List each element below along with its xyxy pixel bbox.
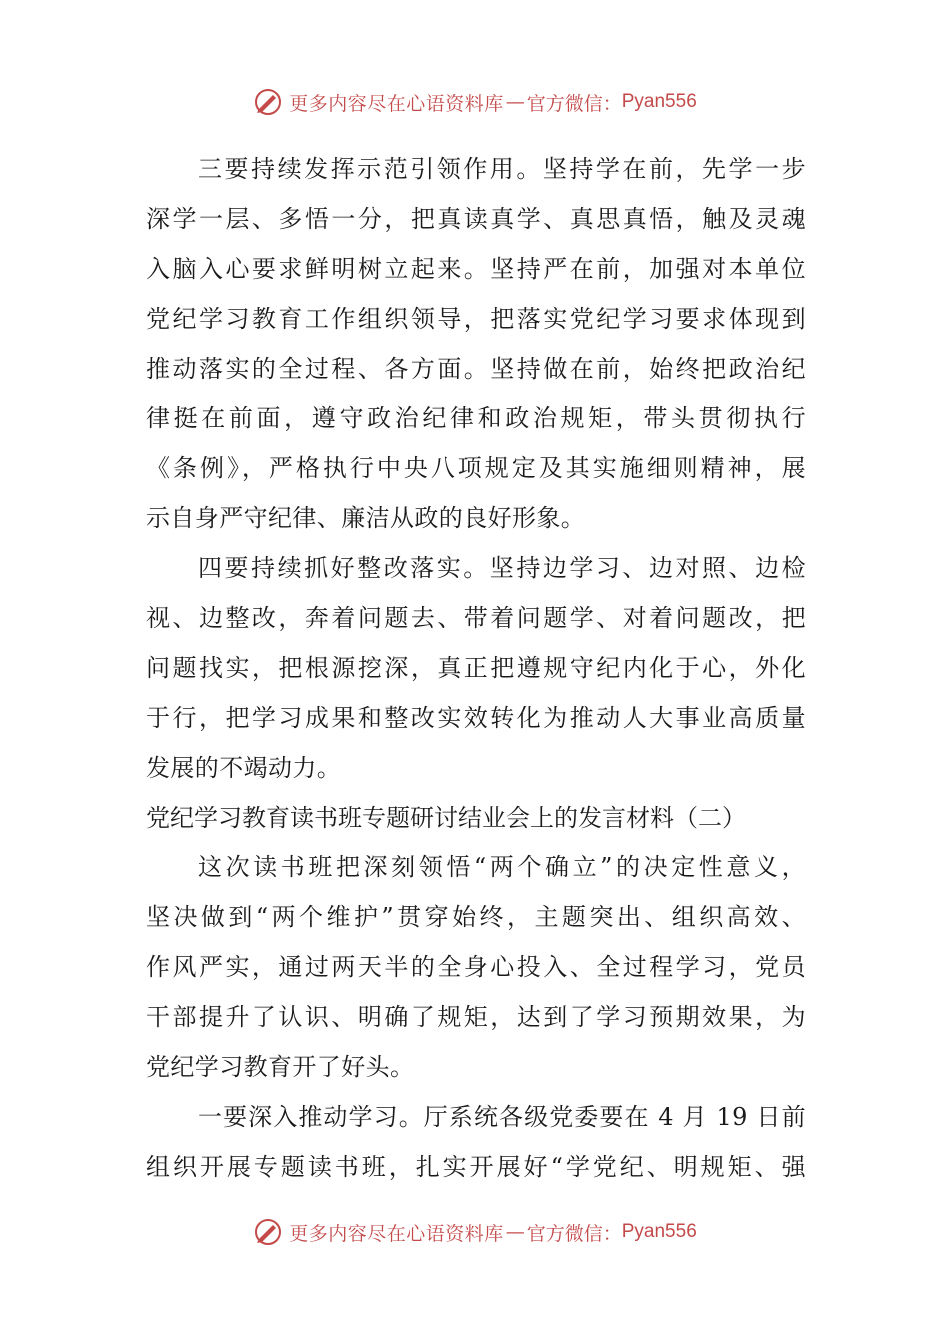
banner-dash: — bbox=[505, 1221, 525, 1243]
banner-sub-text: 官方微信： bbox=[526, 1222, 622, 1245]
body-line: 推动落实的全过程、各方面。坚持做在前，始终把政治纪 bbox=[146, 354, 806, 383]
body-line: 于行，把学习成果和整改实效转化为推动人大事业高质量 bbox=[146, 703, 806, 732]
body-line: 干部提升了认识、明确了规矩，达到了学习预期效果，为 bbox=[146, 1003, 806, 1032]
body-line: 视、边整改，奔着问题去、带着问题学、对着问题改，把 bbox=[146, 604, 806, 633]
body-line: 这次读书班把深刻领悟“两个确立”的决定性意义， bbox=[198, 853, 806, 882]
body-line: 律挺在前面，遵守政治纪律和政治规矩，带头贯彻执行 bbox=[146, 404, 806, 433]
body-line: 入脑入心要求鲜明树立起来。坚持严在前，加强对本单位 bbox=[146, 254, 806, 283]
banner-sub-text: 官方微信： bbox=[526, 92, 622, 115]
footer-banner bbox=[0, 1212, 950, 1252]
body-line: 《条例》，严格执行中央八项规定及其实施细则精神，展 bbox=[146, 454, 806, 483]
header-banner bbox=[0, 82, 950, 122]
body-line: 四要持续抓好整改落实。坚持边学习、边对照、边检 bbox=[198, 554, 806, 583]
body-line: 深学一层、多悟一分，把真读真学、真思真悟，触及灵魂 bbox=[146, 204, 806, 233]
body-line: 党纪学习教育工作组织领导，把落实党纪学习要求体现到 bbox=[146, 304, 806, 333]
body-line: 一要深入推动学习。厅系统各级党委要在 4 月 19 日前 bbox=[198, 1102, 806, 1131]
pen-logo-icon bbox=[253, 1217, 283, 1247]
body-line: 问题找实，把根源挖深，真正把遵规守纪内化于心，外化 bbox=[146, 653, 806, 682]
body-line: 坚决做到“两个维护”贯穿始终，主题突出、组织高效、 bbox=[146, 903, 806, 932]
body-line: 党纪学习教育开了好头。 bbox=[146, 1053, 415, 1082]
body-line: 示自身严守纪律、廉洁从政的良好形象。 bbox=[146, 504, 586, 533]
pen-logo-icon bbox=[253, 87, 283, 117]
document-body bbox=[146, 145, 806, 1193]
body-line: 三要持续发挥示范引领作用。坚持学在前，先学一步 bbox=[198, 155, 806, 183]
body-line: 发展的不竭动力。 bbox=[146, 753, 342, 782]
banner-main-text: 更多内容尽在心语资料库 bbox=[289, 1222, 504, 1245]
banner-wechat-id: Pyan556 bbox=[621, 1221, 697, 1242]
banner-main-text: 更多内容尽在心语资料库 bbox=[289, 92, 504, 115]
banner-wechat-id: Pyan556 bbox=[621, 91, 697, 112]
section-heading: 党纪学习教育读书班专题研讨结业会上的发言材料（二） bbox=[146, 803, 746, 832]
body-line: 组织开展专题读书班，扎实开展好“学党纪、明规矩、强 bbox=[146, 1152, 806, 1181]
banner-dash: — bbox=[505, 91, 525, 113]
body-line: 作风严实，通过两天半的全身心投入、全过程学习，党员 bbox=[146, 953, 806, 982]
